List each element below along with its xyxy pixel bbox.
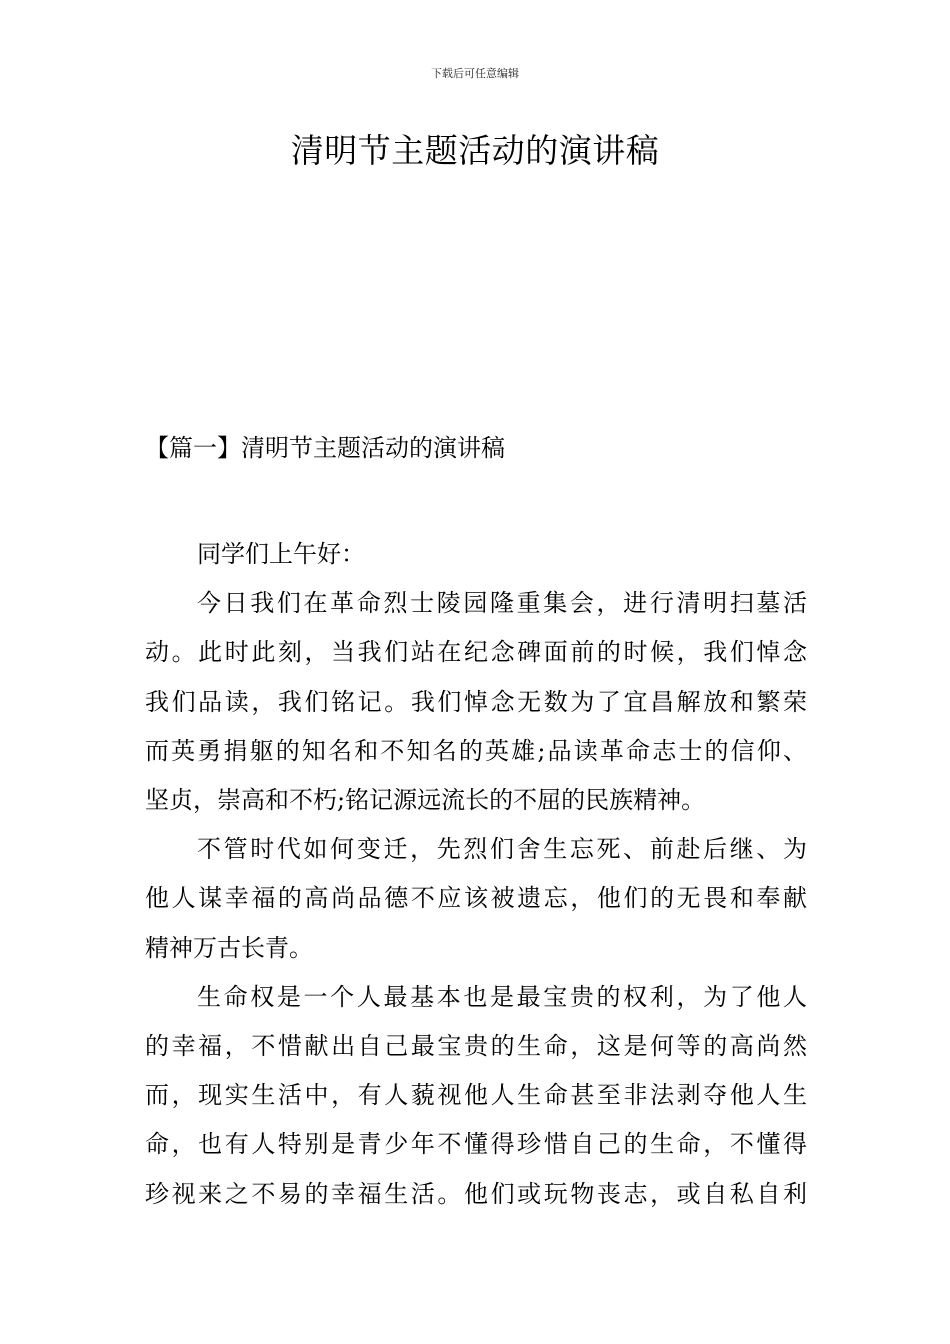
text-line: 精神万古长青。 [145,933,313,962]
document-title: 清明节主题活动的演讲稿 [290,131,660,170]
speech-body [145,530,807,1219]
paragraph-greeting [145,530,807,579]
text-line: 珍视来之不易的幸福生活。他们或玩物丧志，或自私自利 [145,1179,807,1208]
text-line: 同学们上午好： [197,540,365,568]
text-line: 今日我们在革命烈士陵园隆重集会，进行清明扫墓活 [197,589,807,618]
paragraph-memorial [145,579,807,825]
text-line: 我们品读，我们铭记。我们悼念无数为了宜昌解放和繁荣 [145,687,807,716]
text-line: 生命权是一个人最基本也是最宝贵的权利，为了他人 [197,982,807,1011]
text-line: 动。此时此刻，当我们站在纪念碑面前的时候，我们悼念 [145,638,807,667]
section-heading: 【篇一】清明节主题活动的演讲稿 [145,434,505,462]
paragraph-life [145,973,807,1219]
text-line: 坚贞，崇高和不朽;铭记源远流长的不屈的民族精神。 [145,786,706,815]
text-line: 而英勇捐躯的知名和不知名的英雄;品读革命志士的信仰、 [145,736,807,765]
text-line: 的幸福，不惜献出自己最宝贵的生命，这是何等的高尚然 [145,1032,807,1061]
text-line: 命，也有人特别是青少年不懂得珍惜自己的生命，不懂得 [145,1130,807,1159]
paragraph-spirit [145,825,807,973]
text-line: 不管时代如何变迁，先烈们舍生忘死、前赴后继、为 [197,835,807,864]
text-line: 而，现实生活中，有人藐视他人生命甚至非法剥夺他人生 [145,1081,807,1110]
header-note: 下载后可任意编辑 [431,67,519,80]
text-line: 他人谋幸福的高尚品德不应该被遗忘，他们的无畏和奉献 [145,884,807,913]
